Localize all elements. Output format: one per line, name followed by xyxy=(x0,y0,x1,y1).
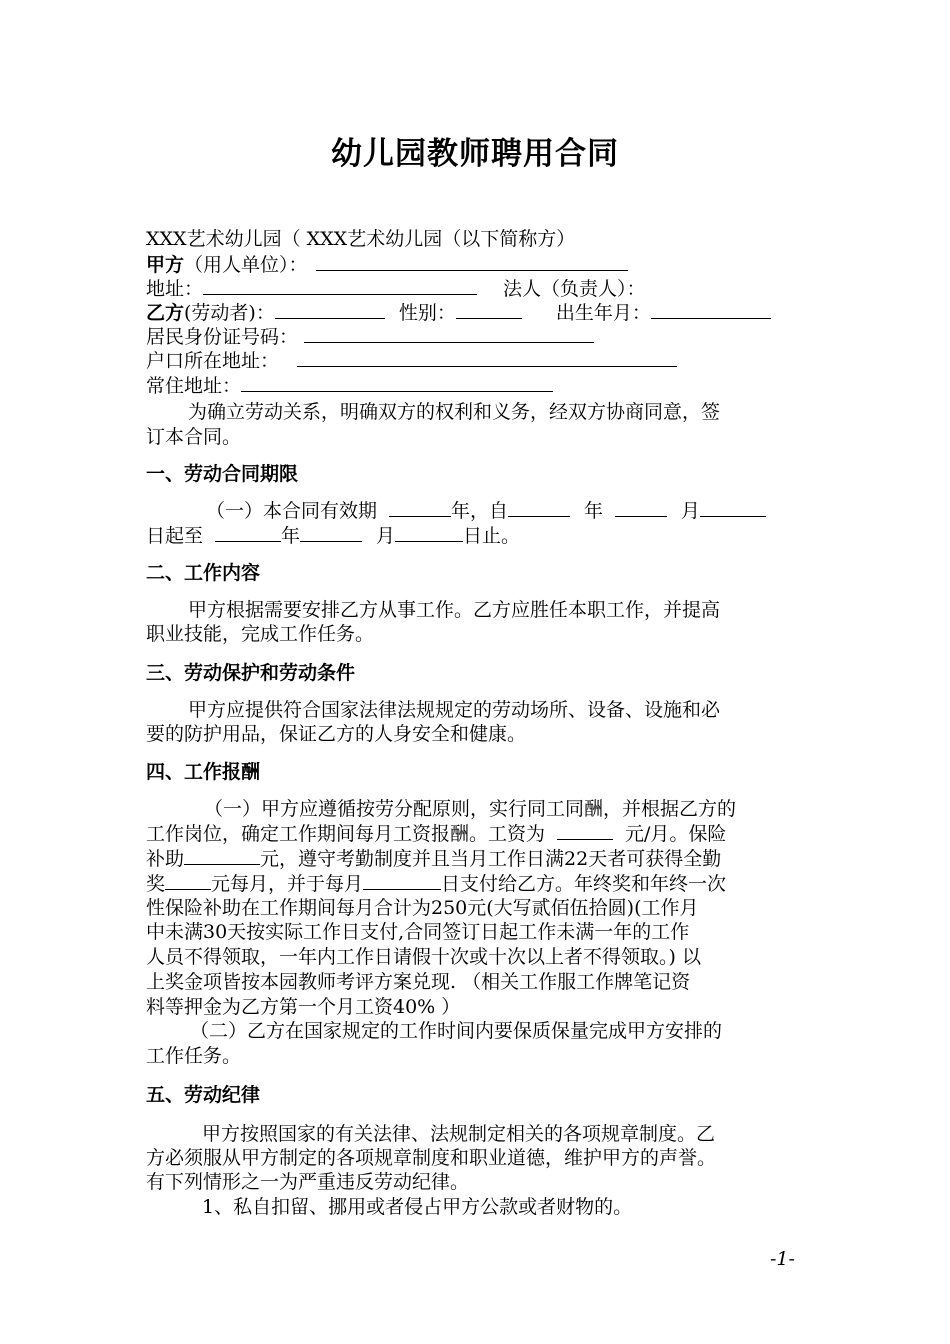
s5-line-4: 1、私自扣留、挪用或者侵占甲方公款或者财物的。 xyxy=(202,1196,633,1218)
s1-start-month-blank xyxy=(615,498,667,517)
s4-insurance-blank xyxy=(184,846,260,865)
hukou-line xyxy=(146,348,677,373)
section-2-heading: 二、工作内容 xyxy=(146,562,261,584)
s1-line-1 xyxy=(206,498,766,523)
s4-salary-blank xyxy=(557,821,613,840)
s4-line-10: （二）乙方在国家规定的工作时间内要保质保量完成甲方安排的 xyxy=(190,1020,723,1042)
s1-start-year-blank xyxy=(508,498,570,517)
s1-text-a: （一）本合同有效期 xyxy=(206,500,378,522)
s1-end-day-blank xyxy=(395,523,463,542)
s4-l3a: 补助 xyxy=(146,848,185,870)
section-4-heading: 四、工作报酬 xyxy=(146,761,261,783)
s1-line-2 xyxy=(146,523,520,548)
hukou-blank xyxy=(297,348,677,367)
s4-line-6: 中未满30天按实际工作日支付,合同签订日起工作未满一年的工作 xyxy=(146,921,690,943)
s4-payday-blank xyxy=(363,871,441,890)
party-a-line xyxy=(146,252,628,277)
s4-line-4 xyxy=(146,871,726,896)
s1-start-day-blank xyxy=(700,498,766,517)
residence-blank xyxy=(241,373,553,392)
s4-line-11: 工作任务。 xyxy=(146,1045,242,1067)
s2-line-1: 甲方根据需要安排乙方从事工作。乙方应胜任本职工作，并提高 xyxy=(188,599,721,621)
hukou-label: 户口所在地址： xyxy=(146,350,280,372)
gender-label: 性别： xyxy=(398,302,456,324)
intro-line-1: 为确立劳动关系，明确双方的权利和义务，经双方协商同意，签 xyxy=(188,401,721,423)
s1-text-f: 年 xyxy=(281,525,301,547)
id-blank xyxy=(304,324,594,343)
s1-end-month-blank xyxy=(300,523,362,542)
s2-line-2: 职业技能，完成工作任务。 xyxy=(146,623,375,645)
address-label: 地址： xyxy=(146,278,204,300)
intro-line-2: 订本合同。 xyxy=(146,426,242,448)
s1-years-blank xyxy=(389,498,451,517)
s5-line-2: 方必须服从甲方制定的各项规章制度和职业道德，维护甲方的声誉。 xyxy=(146,1147,717,1169)
page-number: -1- xyxy=(770,1248,795,1270)
s4-l2a: 工作岗位，确定工作期间每月工资报酬。工资为 xyxy=(146,823,546,845)
s1-end-year-blank xyxy=(215,523,281,542)
residence-label: 常住地址： xyxy=(146,375,242,397)
s4-line-8: 上奖金项皆按本园教师考评方案兑现. （相关工作服工作牌笔记资 xyxy=(146,971,691,993)
id-number-line xyxy=(146,324,594,349)
party-b-desc: (劳动者)： xyxy=(184,302,275,324)
section-1-heading: 一、劳动合同期限 xyxy=(146,463,299,485)
address-line xyxy=(146,276,646,301)
s4-l2b: 元/月。保险 xyxy=(625,823,727,845)
s1-text-b: 年，自 xyxy=(451,500,509,522)
id-label: 居民身份证号码： xyxy=(146,326,299,348)
address-blank xyxy=(203,276,477,295)
legal-rep-label: 法人（负责人）： xyxy=(503,278,646,300)
document-title: 幼儿园教师聘用合同 xyxy=(331,136,619,172)
birth-blank xyxy=(651,300,771,319)
s4-line-5: 性保险补助在工作期间每月合计为250元(大写贰佰伍拾圆)(工作月 xyxy=(146,897,699,919)
s1-text-e: 日起至 xyxy=(146,525,204,547)
s4-line-7: 人员不得领取，一年内工作日请假十次或十次以上者不得领取。) 以 xyxy=(146,946,701,968)
party-b-line xyxy=(146,300,771,325)
s4-l4a: 奖 xyxy=(146,873,166,895)
party-a-desc: （用人单位）： xyxy=(184,254,308,276)
s3-line-2: 要的防护用品，保证乙方的人身安全和健康。 xyxy=(146,723,527,745)
s4-line-1: （一）甲方应遵循按劳分配原则，实行同工同酬，并根据乙方的 xyxy=(204,798,737,820)
s1-text-h: 日止。 xyxy=(463,525,521,547)
s5-line-1: 甲方按照国家的有关法律、法规制定相关的各项规章制度。乙 xyxy=(202,1123,716,1145)
s4-line-3 xyxy=(146,846,721,871)
section-3-heading: 三、劳动保护和劳动条件 xyxy=(146,662,356,684)
section-5-heading: 五、劳动纪律 xyxy=(146,1084,261,1106)
s4-attendance-bonus-blank xyxy=(165,871,211,890)
birth-label: 出生年月： xyxy=(555,302,651,324)
gender-blank xyxy=(456,300,522,319)
s5-line-3: 有下列情形之一为严重违反劳动纪律。 xyxy=(146,1171,470,1193)
kindergarten-name-line: XXX艺术幼儿园（ XXX艺术幼儿园（以下简称方） xyxy=(146,228,576,250)
s3-line-1: 甲方应提供符合国家法律法规规定的劳动场所、设备、设施和必 xyxy=(188,699,721,721)
party-a-label: 甲方 xyxy=(146,254,185,276)
s1-text-d: 月 xyxy=(681,500,701,522)
s1-text-c: 年 xyxy=(584,500,604,522)
party-b-label: 乙方 xyxy=(146,302,185,324)
s1-text-g: 月 xyxy=(376,525,396,547)
party-a-blank xyxy=(316,252,628,271)
s4-l4b: 元每月，并于每月 xyxy=(211,873,364,895)
residence-line xyxy=(146,373,553,398)
s4-line-2 xyxy=(146,821,726,846)
s4-l3b: 元，遵守考勤制度并且当月工作日满22天者可获得全勤 xyxy=(260,848,722,870)
s4-line-9: 料等押金为乙方第一个月工资40% ） xyxy=(146,996,461,1018)
party-b-blank xyxy=(275,300,385,319)
s4-l4c: 日支付给乙方。年终奖和年终一次 xyxy=(441,873,727,895)
